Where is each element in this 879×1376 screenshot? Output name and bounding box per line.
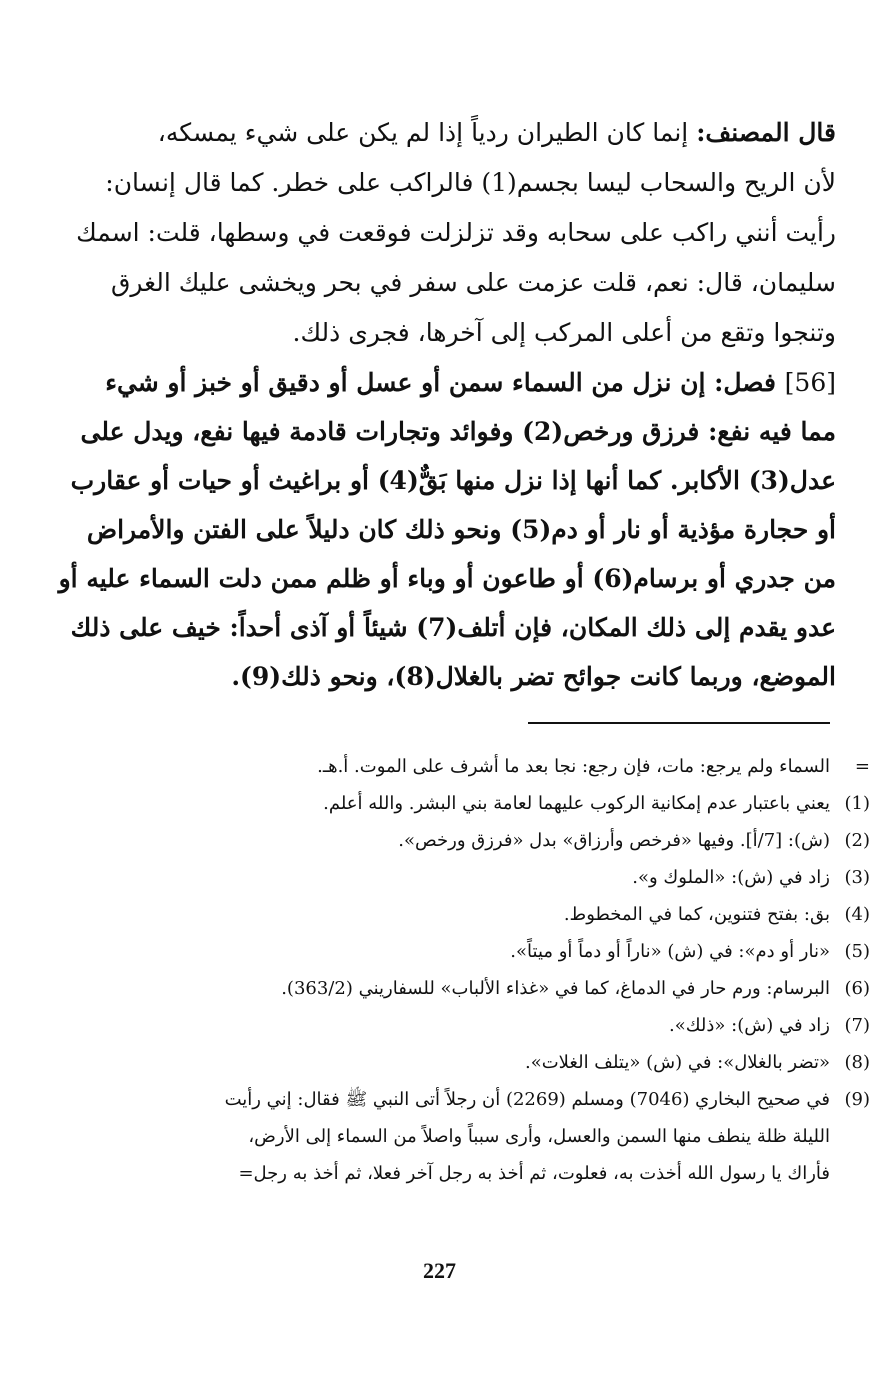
footnote-item — [104, 970, 876, 1007]
footnote-text: زاد في (ش): «ذلك». — [669, 1015, 830, 1036]
footnote-item — [104, 785, 876, 822]
main-paragraph-1 — [76, 108, 836, 358]
text-line: أو حجارة مؤذية أو نار أو دم(5) ونحو ذلك كان دليلاً على الفتن والأمراض — [86, 515, 836, 544]
footnote-text-line: في صحيح البخاري (7046) ومسلم (2269) أن رجلاً أتى النبي ﷺ فقال: إني رأيت — [224, 1089, 830, 1110]
footnote-divider — [528, 722, 830, 724]
footnote-number: (9) — [844, 1089, 870, 1110]
footnote-item — [104, 859, 876, 896]
footnote-text: (ش): [7/أ]. وفيها «فرخص وأرزاق» بدل «فرزق ورخص». — [398, 830, 830, 851]
section-number: [56] — [784, 368, 836, 397]
page-number: 227 — [423, 1258, 456, 1283]
text-line: مما فيه نفع: فرزق ورخص(2) وفوائد وتجارات قادمة فيها نفع، ويدل على — [80, 417, 836, 446]
footnote-text: «نار أو دم»: في (ش) «ناراً أو دماً أو ميتاً». — [510, 941, 830, 962]
text-line — [112, 108, 836, 158]
text-line: سليمان، قال: نعم، قلت عزمت على سفر في بحر ويخشى عليك الغرق — [110, 268, 836, 297]
footnote-text: يعني باعتبار عدم إمكانية الركوب عليهما لعامة بني البشر. والله أعلم. — [323, 793, 830, 814]
footnote-item — [104, 896, 876, 933]
text-segment: إن نزل من السماء سمن أو عسل أو دقيق أو خبز أو شيء — [105, 368, 715, 397]
text-line: وتنجوا وتقع من أعلى المركب إلى آخرها، فجرى ذلك. — [292, 318, 836, 347]
footnote-number: (6) — [844, 978, 870, 999]
text-line — [105, 358, 836, 407]
footnote-item — [104, 1007, 876, 1044]
footnote-text: بق: بفتح فتنوين، كما في المخطوط. — [563, 904, 830, 925]
footnote-text: زاد في (ش): «الملوك و». — [632, 867, 830, 888]
footnote-item — [104, 933, 876, 970]
footnote-item — [104, 1044, 876, 1081]
footnote-text: البرسام: ورم حار في الدماغ، كما في «غذاء الألباب» للسفاريني (363/2). — [281, 978, 830, 999]
footnote-number: (2) — [844, 830, 870, 851]
footnote-number: (8) — [844, 1052, 870, 1073]
footnote-number: (4) — [844, 904, 870, 925]
footnote-number: (3) — [844, 867, 870, 888]
footnote-text-block — [104, 1081, 830, 1192]
footnote-number: (5) — [844, 941, 870, 962]
footnote-text: «تضر بالغلال»: في (ش) «يتلف الغلات». — [525, 1052, 830, 1073]
footnote-continuation — [104, 748, 876, 785]
text-line: الموضع، وربما كانت جوائح تضر بالغلال(8)، ونحو ذلك(9). — [231, 662, 836, 691]
text-line: عدل(3) الأكابر. كما أنها إذا نزل منها بَقٌّ(4) أو براغيث أو حيات أو عقارب — [70, 466, 836, 495]
footnote-item — [104, 1081, 876, 1192]
text-line: عدو يقدم إلى ذلك المكان، فإن أتلف(7) شيئاً أو آذى أحداً: خيف على ذلك — [70, 613, 836, 642]
text-line: لأن الريح والسحاب ليسا بجسم(1) فالراكب على خطر. كما قال إنسان: — [105, 168, 836, 197]
footnote-item — [104, 822, 876, 859]
footnote-number: (1) — [844, 793, 870, 814]
text-line: رأيت أنني راكب على سحابه وقد تزلزلت فوقعت في وسطها، قلت: اسمك — [76, 218, 836, 247]
main-paragraph-2 — [58, 358, 836, 701]
footnotes — [104, 748, 876, 1192]
section-label: فصل: — [714, 368, 776, 397]
text-line: من جدري أو برسام(6) أو طاعون أو وباء أو ظلم ممن دلت السماء عليه أو — [58, 564, 836, 593]
text-segment: إنما كان الطيران ردياً إذا لم يكن على شيء يمسكه، — [157, 118, 697, 147]
footnote-text-line: الليلة ظلة ينطف منها السمن والعسل، وأرى سبباً واصلاً من السماء إلى الأرض، — [248, 1126, 830, 1147]
footnote-marker: = — [854, 756, 870, 777]
speaker-label: قال المصنف: — [696, 118, 836, 147]
footnote-number: (7) — [844, 1015, 870, 1036]
footnote-text: السماء ولم يرجع: مات، فإن رجع: نجا بعد ما أشرف على الموت. أ.هـ. — [317, 756, 830, 777]
footnote-text-line: فأراك يا رسول الله أخذت به، فعلوت، ثم أخذ به رجل آخر فعلا، ثم أخذ به رجل= — [238, 1163, 830, 1184]
